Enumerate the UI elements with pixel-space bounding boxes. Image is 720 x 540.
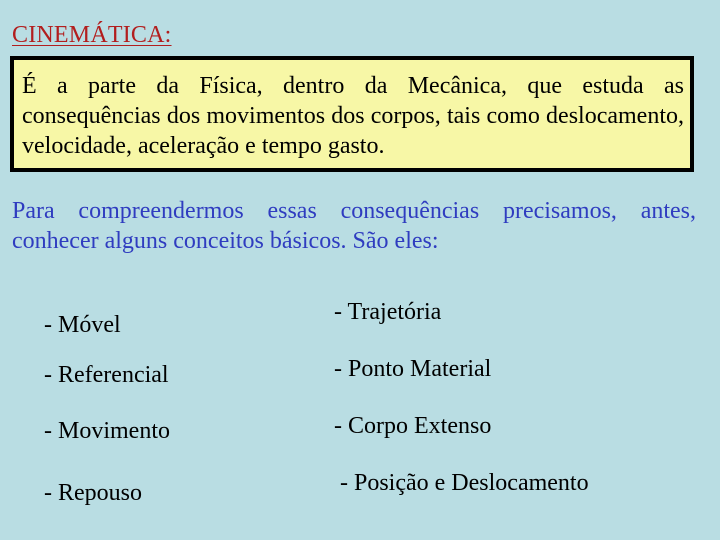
definition-text: É a parte da Física, dentro da Mecânica, que estuda as consequências dos movimentos dos corpos, tais como deslocamento, velocidade, aceleração e tempo gasto. <box>22 73 684 159</box>
concept-trajetoria: - Trajetória <box>334 299 442 325</box>
intro-text: Para compreendermos essas consequências precisamos, antes, conhecer alguns conceitos básicos. São eles: <box>12 198 696 254</box>
concept-movimento: - Movimento <box>44 418 170 444</box>
slide-title: CINEMÁTICA: <box>12 22 172 48</box>
concept-corpo-extenso: - Corpo Extenso <box>334 413 492 439</box>
concept-ponto-material: - Ponto Material <box>334 356 492 382</box>
concept-referencial: - Referencial <box>44 362 169 388</box>
concept-repouso: - Repouso <box>44 480 142 506</box>
concept-posicao-deslocamento: - Posição e Deslocamento <box>340 470 589 496</box>
definition-box <box>10 56 694 172</box>
concept-movel: - Móvel <box>44 312 121 338</box>
